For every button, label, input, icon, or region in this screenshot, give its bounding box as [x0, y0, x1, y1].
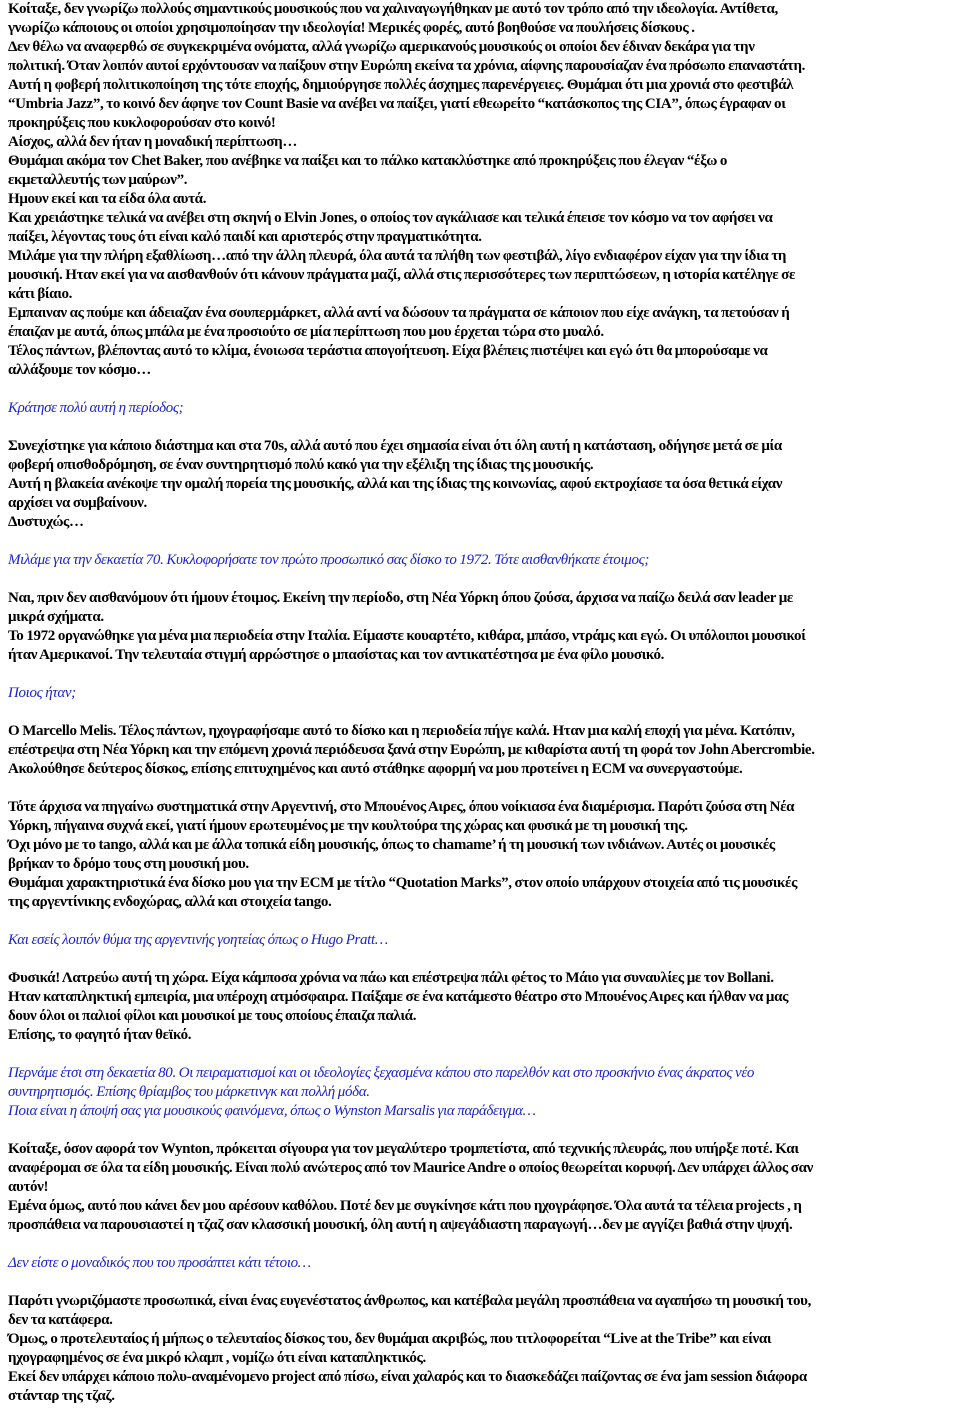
text-line: Τότε άρχισα να πηγαίνω συστηματικά στην Αργεντινή, στο Μπουένος Αιρες, όπου νοίκιασα ένα διαμέρισμα. Παρότι ζούσα στη Νέα [8, 799, 795, 815]
interview-answer [8, 798, 952, 912]
interview-answer [8, 0, 952, 380]
text-line: αυτόν! [8, 1179, 49, 1195]
text-line: φοβερή οπισθοδρόμηση, σε έναν συντηρητισμό πολύ κακό για την εξέλιξη της ίδιας της μουσικής. [8, 457, 594, 473]
paragraph-gap [8, 418, 952, 437]
text-line: στάνταρ της τζαζ. [8, 1388, 115, 1404]
paragraph-gap [8, 665, 952, 684]
interview-answer [8, 969, 952, 1045]
interview-answer [8, 1140, 952, 1235]
text-line: Παρότι γνωριζόμαστε προσωπικά, είναι ένας ευγενέστατος άνθρωπος, και κατέβαλα μεγάλη προσπάθεια να αγαπήσω τη μουσική του, [8, 1293, 812, 1309]
text-line: Δεν είστε ο μοναδικός που του προσάπτει κάτι τέτοιο… [8, 1255, 311, 1271]
text-line: Δυστυχώς… [8, 514, 84, 530]
paragraph-gap [8, 703, 952, 722]
text-line: προκηρύξεις που κυκλοφορούσαν στο κοινό! [8, 115, 276, 131]
text-line: Επίσης, το φαγητό ήταν θεϊκό. [8, 1027, 192, 1043]
paragraph-gap [8, 570, 952, 589]
text-line: ηχογραφημένος σε ένα μικρό κλαμπ , νομίζω ότι είναι καταπληκτικός. [8, 1350, 426, 1366]
text-line: Κοίταξε, όσον αφορά τον Wynton, πρόκειται σίγουρα για τον μεγαλύτερο τρομπετίστα, από τεχνικής πλευράς, που υπήρξε ποτέ. Και [8, 1141, 799, 1157]
text-line: δεν τα κατάφερα. [8, 1312, 113, 1328]
text-line: Ηταν καταπληκτική εμπειρία, μια υπέροχη ατμόσφαιρα. Παίξαμε σε ένα κατάμεστο θέατρο στο Μπουένος Αιρες και ήλθαν να μας [8, 989, 789, 1005]
text-line: Μιλάμε για την πλήρη εξαθλίωση…από την άλλη πλευρά, όλα αυτά τα πλήθη των φεστιβάλ, λίγο ενδιαφέρον είχαν για την ίδια τη [8, 248, 787, 264]
paragraph-gap [8, 1235, 952, 1254]
interview-question [8, 1064, 952, 1121]
interview-question [8, 684, 952, 703]
text-line: επέστρεψα στη Νέα Υόρκη και την επόμενη χρονιά περιόδευσα ξανά στην Ευρώπη, με κιθαρίστα αυτή τη φορά τον John Abercrombie. [8, 742, 815, 758]
text-line: Ημουν εκεί και τα είδα όλα αυτά. [8, 191, 207, 207]
text-line: Ποιος ήταν; [8, 685, 76, 701]
interview-answer [8, 1292, 952, 1406]
text-line: Κοίταξε, δεν γνωρίζω πολλούς σημαντικούς μουσικούς που να χαλιναγωγήθηκαν με αυτό τον τρόπο από την ιδεολογία. Αντίθετα, [8, 1, 778, 17]
text-line: Όμως, ο προτελευταίος ή μήπως ο τελευταίος δίσκος του, δεν θυμάμαι ακριβώς, που τιτλοφορείται “Live at the Tribe” και είναι [8, 1331, 772, 1347]
interview-question [8, 1254, 952, 1273]
text-line: Ναι, πριν δεν αισθανόμουν ότι ήμουν έτοιμος. Εκείνη την περίοδο, στη Νέα Υόρκη όπου ζούσα, άρχισα να παίζω δειλά σαν leader με [8, 590, 793, 606]
text-line: δουν όλοι οι παλιοί φίλοι και μουσικοί με τους οποίους έπαιζα παλιά. [8, 1008, 417, 1024]
text-line: αρχίσει να συμβαίνουν. [8, 495, 147, 511]
text-line: μικρά σχήματα. [8, 609, 104, 625]
text-line: Συνεχίστηκε για κάποιο διάστημα και στα 70s, αλλά αυτό που έχει σημασία είναι ότι όλη αυτή η κατάσταση, οδήγησε μετά σε μία [8, 438, 782, 454]
interview-answer [8, 722, 952, 779]
text-line: Ο Marcello Melis. Τέλος πάντων, ηχογραφήσαμε αυτό το δίσκο και η περιοδεία πήγε καλά. Ηταν μια καλή εποχή για μένα. Κατόπιν, [8, 723, 795, 739]
text-line: συντηρητισμός. Επίσης θρίαμβος του μάρκετινγκ και πολλή μόδα. [8, 1084, 370, 1100]
text-line: Δεν θέλω να αναφερθώ σε συγκεκριμένα ονόματα, αλλά γνωρίζω αμερικανούς μουσικούς οι οποίοι δεν έδιναν δεκάρα για την [8, 39, 755, 55]
text-line: Αυτή η φοβερή πολιτικοποίηση της τότε εποχής, δημιούργησε πολλές άσχημες παρενέργειες. Θυμάμαι ότι μια χρονιά στο φεστιβάλ [8, 77, 794, 93]
text-line: πολιτική. Όταν λοιπόν αυτοί ερχόντουσαν να παίξουν στην Ευρώπη εκείνα τα χρόνια, αίφνης παρουσίαζαν ένα πρόσωπο επαναστάτη. [8, 58, 806, 74]
paragraph-gap [8, 950, 952, 969]
interview-question [8, 551, 952, 570]
text-line: Και χρειάστηκε τελικά να ανέβει στη σκηνή ο Elvin Jones, ο οποίος τον αγκάλιασε και τελικά έπεισε τον κόσμο να τον αφήσει να [8, 210, 773, 226]
text-line: Εκεί δεν υπάρχει κάποιο πολυ-αναμένομενο project από πίσω, είναι χαλαρός και το διασκεδάζει παίζοντας σε ένα jam session διάφορα [8, 1369, 807, 1385]
paragraph-gap [8, 1045, 952, 1064]
text-line: έπαιζαν με αυτά, όπως μπάλα με ένα προσιούτο σε μία περίπτωση που μου έρχεται τώρα στο μυαλό. [8, 324, 604, 340]
interview-question [8, 399, 952, 418]
text-line: βρήκαν το δρόμο τους στη μουσική μου. [8, 856, 249, 872]
text-line: μουσική. Ηταν εκεί για να αισθανθούν ότι κάνουν πράγματα μαζί, αλλά στις περισσότερες των περιπτώσεων, η ιστορία κατέληγε σε [8, 267, 796, 283]
text-line: “Umbria Jazz”, το κοινό δεν άφηνε τον Count Basie να ανέβει να παίξει, γιατί εθεωρείτο “κατάσκοπος της CIA”, όπως έγραφαν οι [8, 96, 786, 112]
interview-question [8, 931, 952, 950]
text-line: γνωρίζω κάποιους οι οποίοι χρησιμοποίησαν την ιδεολογία! Μερικές φορές, αυτό βοηθούσε να πουλήσεις δίσκους . [8, 20, 695, 36]
text-line: αλλάξουμε τον κόσμο… [8, 362, 151, 378]
text-line: της αργεντίνικης ενδοχώρας, αλλά και στοιχεία tango. [8, 894, 332, 910]
text-line: Φυσικά! Λατρεύω αυτή τη χώρα. Είχα κάμποσα χρόνια να πάω και επέστρεψα πάλι φέτος το Μάιο για συναυλίες με τον Bollani. [8, 970, 774, 986]
text-line: Περνάμε έτσι στη δεκαετία 80. Οι πειραματισμοί και οι ιδεολογίες ξεχασμένα κάπου στο παρελθόν και στο προσκήνιο ένας άκρατος νέο [8, 1065, 755, 1081]
paragraph-gap [8, 779, 952, 798]
text-line: προσπάθεια να παρουσιαστεί η τζαζ σαν κλασσική μουσική, όλη αυτή η αψεγάδιαστη παραγωγή…δεν με αγγίζει βαθιά στην ψυχή. [8, 1217, 793, 1233]
text-line: Αυτή η βλακεία ανέκοψε την ομαλή πορεία της μουσικής, αλλά και της ίδιας της κοινωνίας, αφού εκτροχίασε τα όσα θετικά είχαν [8, 476, 783, 492]
text-line: Κράτησε πολύ αυτή η περίοδος; [8, 400, 184, 416]
paragraph-gap [8, 912, 952, 931]
text-line: Μιλάμε για την δεκαετία 70. Κυκλοφορήσατε τον πρώτο προσωπικό σας δίσκο το 1972. Τότε αισθανθήκατε έτοιμος; [8, 552, 649, 568]
text-line: Εμπαιναν ας πούμε και άδειαζαν ένα σουπερμάρκετ, αλλά αντί να δώσουν τα πράγματα σε κάποιον που είχε ανάγκη, τα πετούσαν ή [8, 305, 790, 321]
text-line: Θυμάμαι ακόμα τον Chet Baker, που ανέβηκε να παίξει και το πάλκο κατακλύστηκε από προκηρύξεις που έλεγαν “έξω ο [8, 153, 728, 169]
text-line: κάτι βίαιο. [8, 286, 73, 302]
text-line: Υόρκη, πήγαινα συχνά εκεί, γιατί ήμουν ερωτευμένος με την κουλτούρα της χώρας και φυσικά με τη μουσική της. [8, 818, 688, 834]
text-line: αναφέρομαι σε όλα τα είδη μουσικής. Είναι πολύ ανώτερος από τον Maurice Andre ο οποίος θεωρείται κορυφή. Δεν υπάρχει άλλος σαν [8, 1160, 813, 1176]
text-line: Θυμάμαι χαρακτηριστικά ένα δίσκο μου για την ECM με τίτλο “Quotation Marks”, στον οποίο υπάρχουν στοιχεία από τις μουσικές [8, 875, 798, 891]
interview-answer [8, 589, 952, 665]
text-line: ήταν Αμερικανοί. Την τελευταία στιγμή αρρώστησε ο μπασίστας και τον αντικατέστησα με ένα φίλο μουσικό. [8, 647, 665, 663]
text-line: Όχι μόνο με το tango, αλλά και με άλλα τοπικά είδη μουσικής, όπως το chamame’ ή τη μουσική των ινδιάνων. Αυτές οι μουσικές [8, 837, 775, 853]
paragraph-gap [8, 380, 952, 399]
text-line: Το 1972 οργανώθηκε για μένα μια περιοδεία στην Ιταλία. Είμαστε κουαρτέτο, κιθάρα, μπάσο, ντράμς και εγώ. Οι υπόλοιποι μουσικοί [8, 628, 806, 644]
text-line: παίξει, λέγοντας τους ότι είναι καλό παιδί και αριστερός στην πραγματικότητα. [8, 229, 482, 245]
text-line: Αίσχος, αλλά δεν ήταν η μοναδική περίπτωση… [8, 134, 298, 150]
text-line: Και εσείς λοιπόν θύμα της αργεντινής γοητείας όπως ο Hugo Pratt… [8, 932, 388, 948]
text-line: Ακολούθησε δεύτερος δίσκος, επίσης επιτυχημένος και αυτό στάθηκε αφορμή να μου προτείνει η ECM να συνεργαστούμε. [8, 761, 743, 777]
paragraph-gap [8, 1273, 952, 1292]
paragraph-gap [8, 1121, 952, 1140]
text-line: Εμένα όμως, αυτό που κάνει δεν μου αρέσουν καθόλου. Ποτέ δεν με συγκίνησε κάτι που ηχογράφησε. Όλα αυτά τα τέλεια projects , η [8, 1198, 802, 1214]
text-line: εκμεταλλευτής των μαύρων”. [8, 172, 188, 188]
text-line: Ποια είναι η άποψή σας για μουσικούς φαινόμενα, όπως ο Wynston Marsalis για παράδειγμα… [8, 1103, 536, 1119]
text-line: Τέλος πάντων, βλέποντας αυτό το κλίμα, ένοιωσα τεράστια απογοήτευση. Είχα βλέπεις πιστέψει και εγώ ότι θα μπορούσαμε να [8, 343, 768, 359]
paragraph-gap [8, 532, 952, 551]
interview-answer [8, 437, 952, 532]
